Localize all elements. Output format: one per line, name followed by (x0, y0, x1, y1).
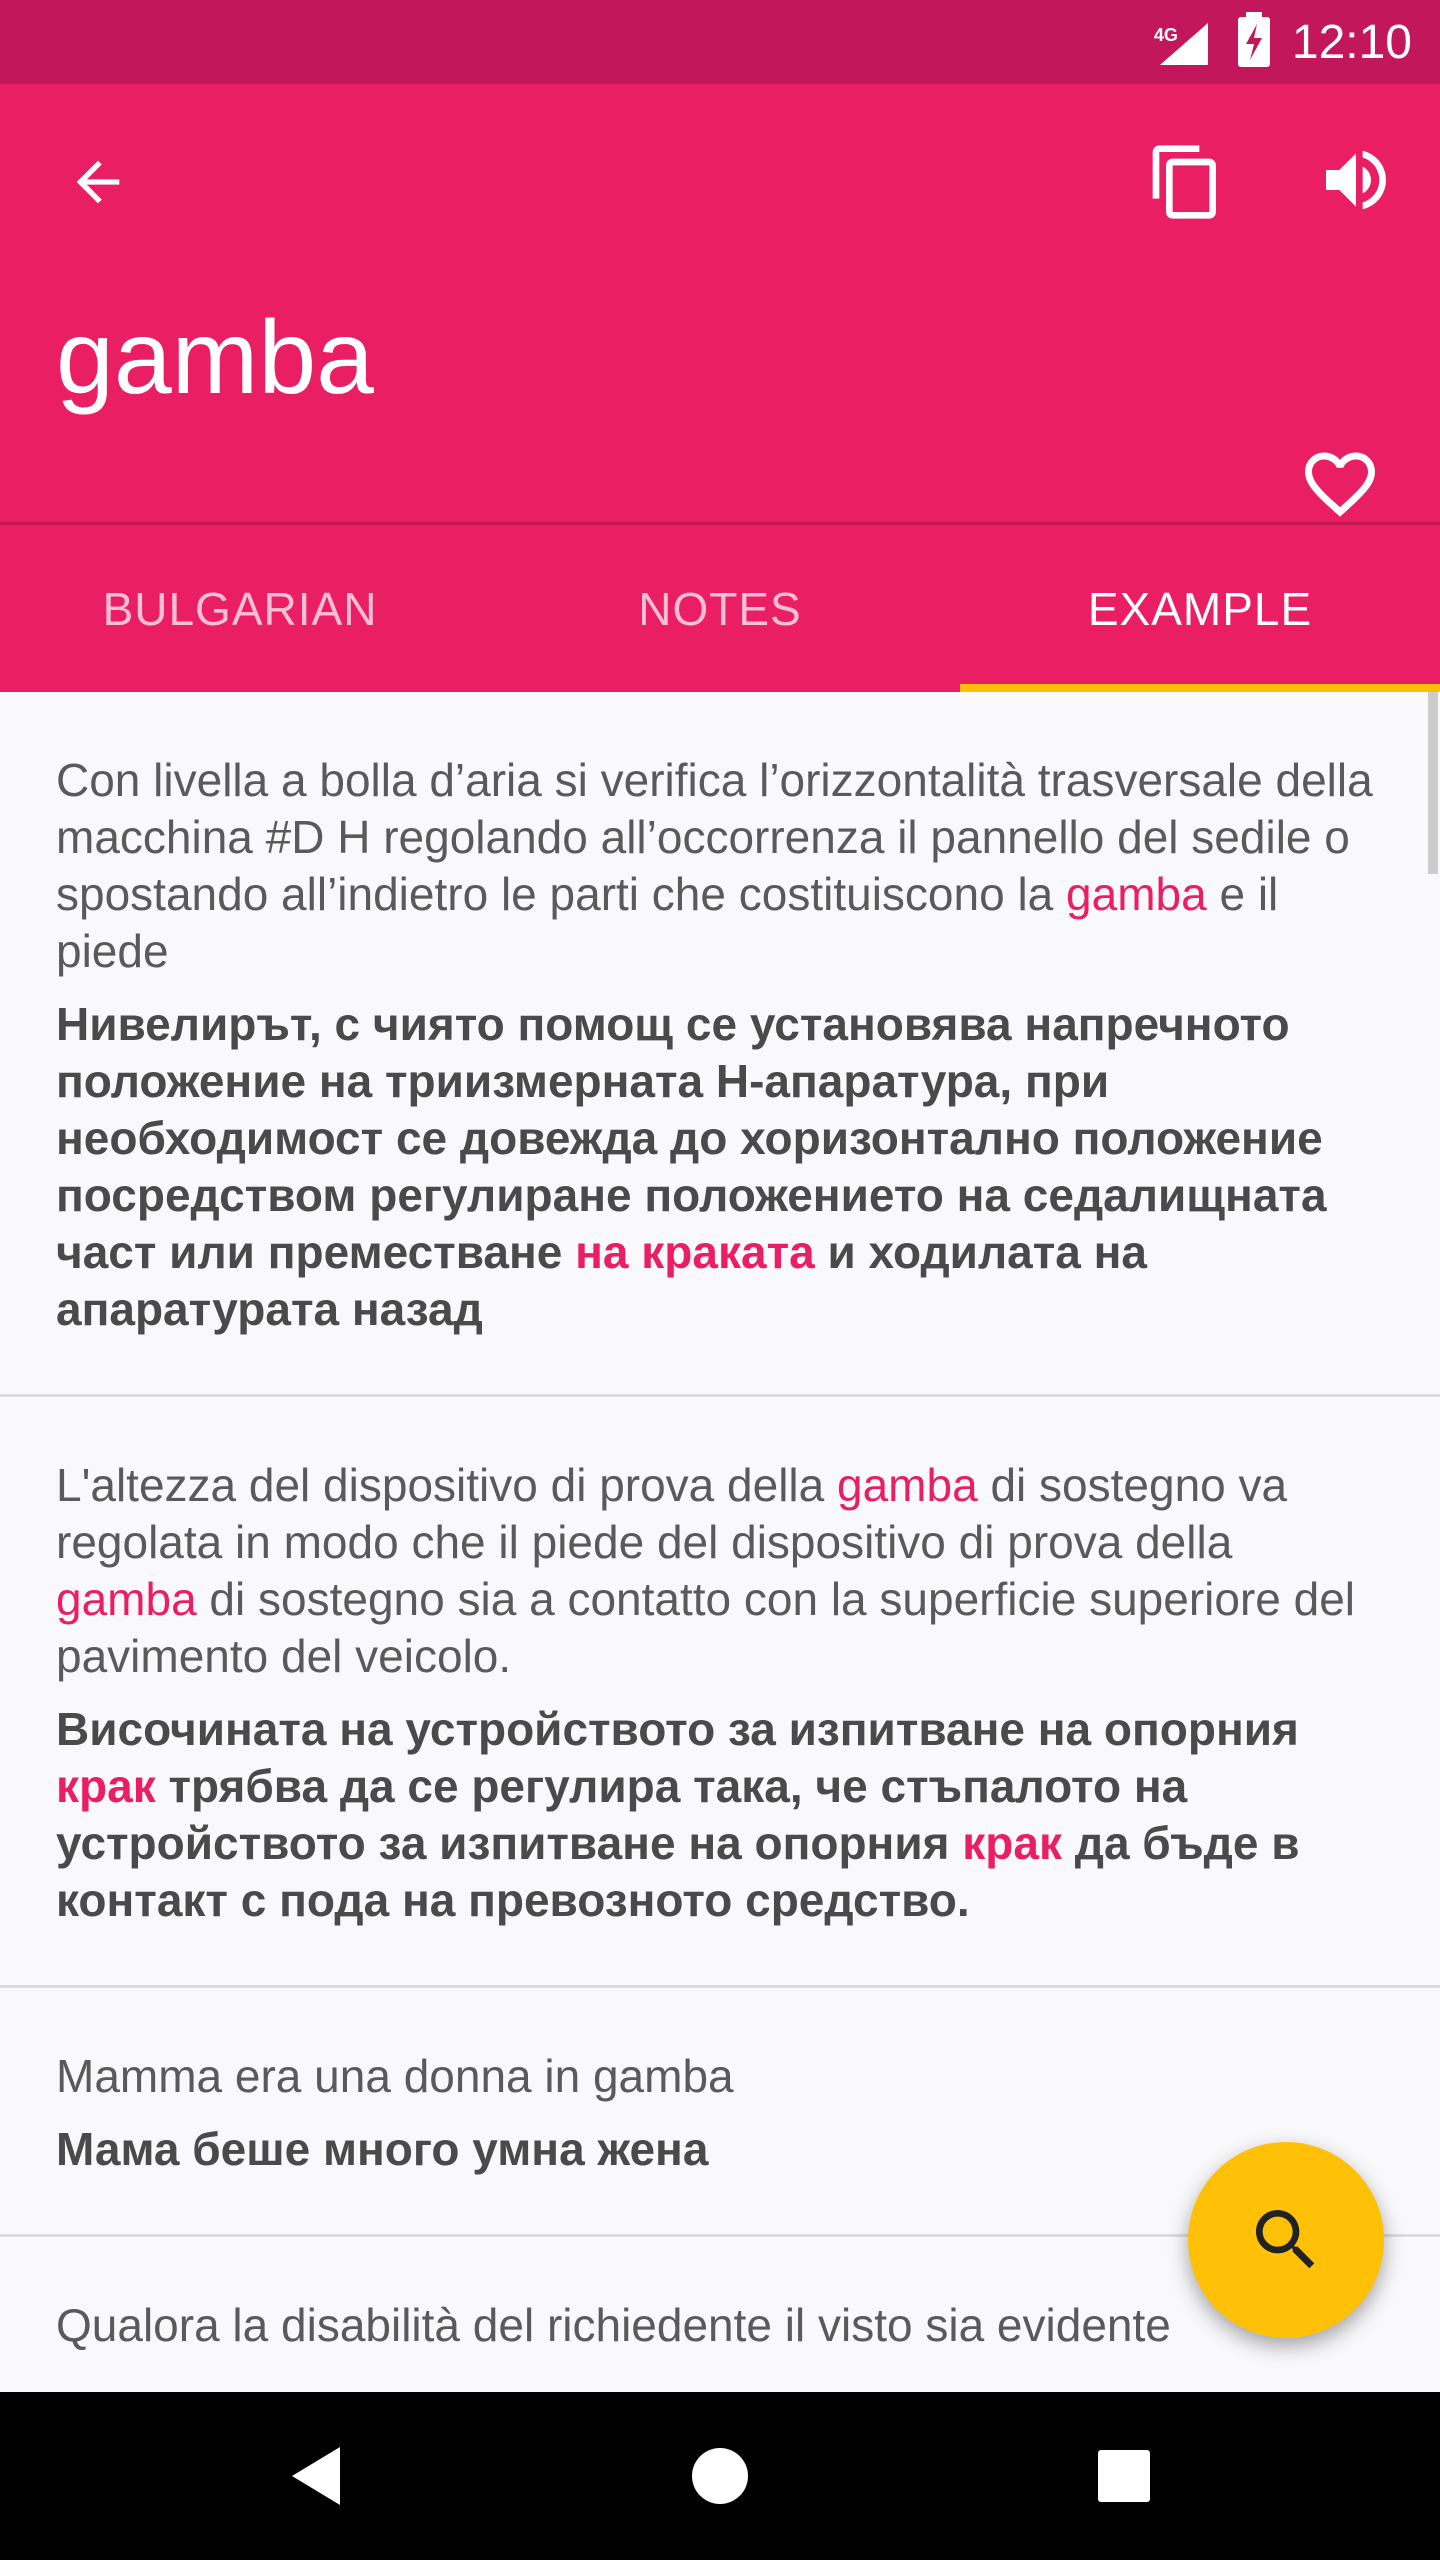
tab-bulgarian[interactable]: BULGARIAN (102, 583, 378, 635)
text-segment: Qualora la disabilità del richiedente il visto sia evidente (56, 2299, 1171, 2351)
app-bar-divider (0, 522, 1440, 525)
status-icons (1152, 0, 1412, 84)
example-italian-text (56, 2297, 1384, 2354)
triangle-back-icon (286, 2443, 346, 2509)
copy-button[interactable] (1138, 130, 1234, 234)
text-segment: di sostegno sia a contatto con la superficie superiore del pavimento del veicolo. (56, 1573, 1356, 1682)
example-item[interactable] (0, 1397, 1440, 1988)
text-segment: Мама беше много умна жена (56, 2123, 709, 2175)
signal-icon (1152, 17, 1216, 67)
circle-home-icon (690, 2446, 750, 2506)
network-type: 4G (1153, 25, 1178, 45)
copy-icon (1146, 138, 1226, 226)
highlighted-term: gamba (1066, 868, 1207, 920)
text-segment: Con livella a bolla d’aria si verifica l’orizzontalità trasversale della macchina #D H regolando all’occorrenza il pannello del sedile o spostando all’indietro le parti che costituiscono la (56, 754, 1373, 920)
highlighted-term: на краката (575, 1226, 815, 1278)
text-segment: e il piede (56, 868, 1279, 977)
example-bulgarian-text (56, 2121, 1384, 2178)
arrow-back-icon (66, 150, 130, 214)
square-recents-icon (1096, 2448, 1152, 2504)
example-italian-text (56, 1457, 1384, 1685)
favorite-button[interactable] (1290, 436, 1390, 532)
speak-button[interactable] (1306, 130, 1406, 230)
text-segment: L'altezza del dispositivo di prova della (56, 1459, 838, 1511)
nav-recents-button[interactable] (1074, 2426, 1174, 2526)
navigation-bar (0, 2392, 1440, 2560)
example-italian-text (56, 2048, 1384, 2105)
nav-home-button[interactable] (670, 2426, 770, 2526)
nav-back-button[interactable] (266, 2426, 366, 2526)
clock: 12:10 (1291, 15, 1412, 69)
search-icon (1246, 2200, 1326, 2280)
battery-charging-icon (1236, 12, 1272, 72)
app-bar (0, 84, 1440, 526)
highlighted-term: gamba (56, 1573, 197, 1625)
back-button[interactable] (50, 134, 146, 230)
example-bulgarian-text (56, 996, 1384, 1338)
text-segment: да бъде в контакт с пода на превозното средство. (56, 1817, 1300, 1926)
scrollbar[interactable] (1428, 692, 1438, 874)
highlighted-term: gamba (837, 1459, 978, 1511)
text-segment: di sostegno va regolata in modo che il piede del dispositivo di prova della (56, 1459, 1288, 1568)
volume-up-icon (1316, 140, 1396, 220)
tab-example[interactable]: EXAMPLE (960, 526, 1440, 692)
example-item[interactable] (0, 692, 1440, 1397)
text-segment: Височината на устройството за изпитване на опорния (56, 1703, 1299, 1755)
tab-notes[interactable]: NOTES (638, 583, 802, 635)
examples-list[interactable] (0, 692, 1440, 2392)
search-button[interactable] (1188, 2142, 1384, 2338)
highlighted-term: крак (962, 1817, 1062, 1869)
text-segment: трябва да се регулира така, че стъпалото на устройството за изпитване на опорния (56, 1760, 1188, 1869)
example-italian-text (56, 752, 1384, 980)
text-segment: Mamma era una donna in gamba (56, 2050, 734, 2102)
text-segment: Нивелирът, с чиято помощ се установява напречното положение на триизмерната Н-апаратура, при необходимост се довежда до хоризонтално положение посредством регулиране положението на седалищната част или преместване (56, 998, 1327, 1278)
text-segment: и ходилата на апаратурата назад (56, 1226, 1148, 1335)
heart-outline-icon (1298, 442, 1382, 526)
status-bar (0, 0, 1440, 84)
word-title: gamba (56, 300, 374, 416)
example-bulgarian-text (56, 1701, 1384, 1929)
tab-bar (0, 526, 1440, 692)
highlighted-term: крак (56, 1760, 156, 1812)
